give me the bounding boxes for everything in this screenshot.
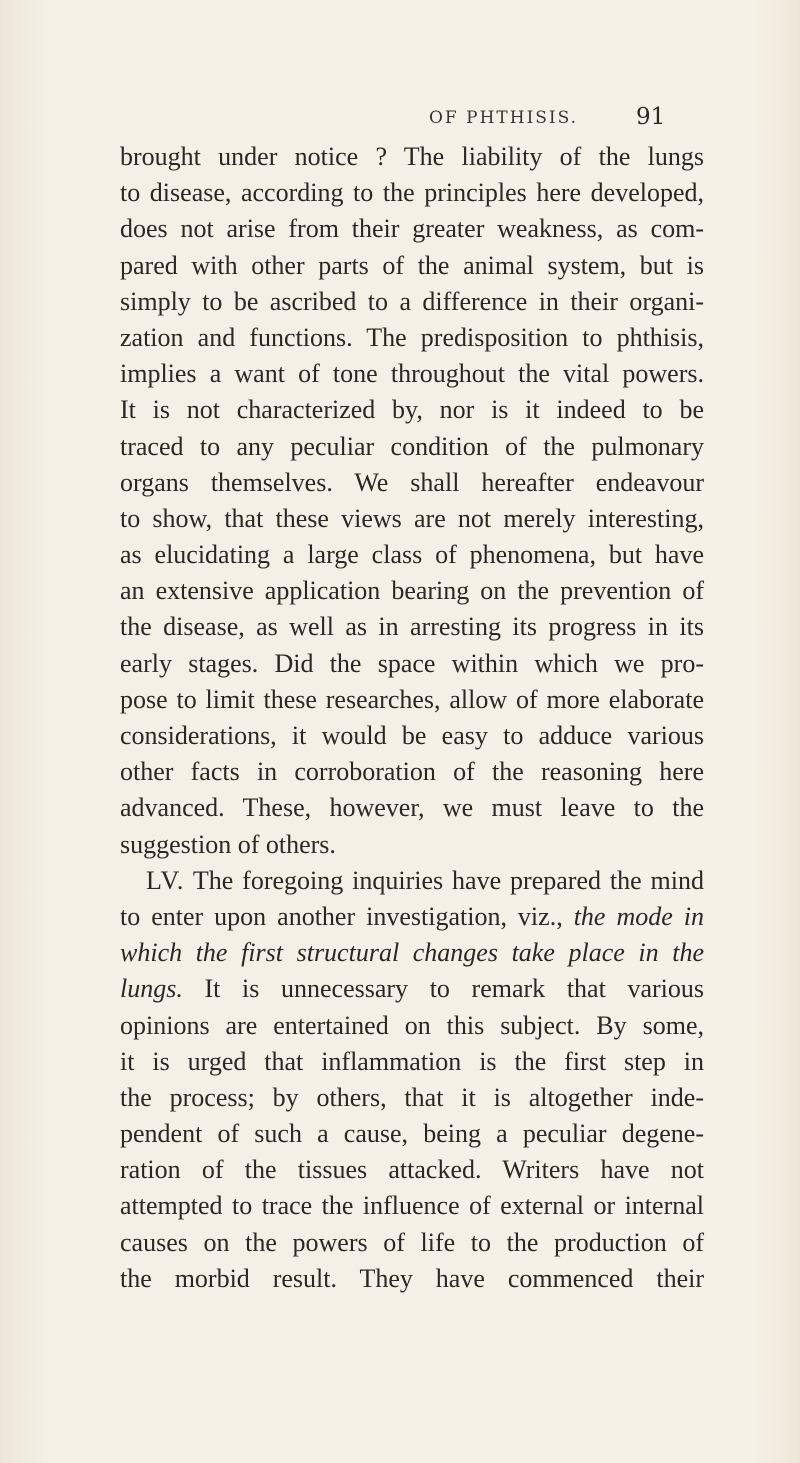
text-line: advanced. These, however, we must leave to the (120, 793, 704, 823)
body-text (120, 139, 704, 1297)
text-segment: The foregoing inquiries have prepared the mind (184, 865, 704, 895)
text-line: suggestion of others. (120, 829, 336, 859)
text-line: it is urged that inflammation is the first step in (120, 1046, 704, 1076)
text-line: does not arise from their greater weakness, as com- (120, 214, 704, 244)
italic-segment: which the first structural changes take place in the (120, 938, 704, 968)
text-line: other facts in corroboration of the reasoning here (120, 757, 704, 787)
text-line: to disease, according to the principles here developed, (120, 178, 704, 208)
text-line: to show, that these views are not merely interesting, (120, 503, 704, 533)
text-line (120, 971, 704, 1007)
text-line: pared with other parts of the animal system, but is (120, 250, 704, 280)
text-segment: to enter upon another investigation, viz., (120, 901, 574, 931)
page-number: 91 (636, 104, 666, 130)
text-line: causes on the powers of life to the production of (120, 1227, 704, 1257)
text-line: an extensive application bearing on the prevention of (120, 576, 704, 606)
text-line: implies a want of tone throughout the vital powers. (120, 359, 704, 389)
text-line (120, 899, 704, 935)
text-line: attempted to trace the influence of external or internal (120, 1191, 704, 1221)
text-line (120, 935, 704, 971)
text-line: It is not characterized by, nor is it indeed to be (120, 395, 704, 425)
text-line: traced to any peculiar condition of the pulmonary (120, 431, 704, 461)
running-head (0, 104, 800, 134)
italic-segment: lungs. (120, 974, 183, 1004)
text-line: brought under notice ? The liability of the lungs (120, 142, 704, 171)
running-title: OF PHTHISIS. (429, 108, 579, 128)
text-line: pose to limit these researches, allow of more elaborate (120, 684, 704, 714)
text-line: pendent of such a cause, being a peculiar degene- (120, 1119, 704, 1149)
section-mark: LV. (146, 865, 185, 895)
text-line: the process; by others, that it is altogether inde- (120, 1082, 704, 1112)
text-line: opinions are entertained on this subject. By some, (120, 1010, 704, 1040)
text-line: early stages. Did the space within which we pro- (120, 648, 704, 678)
text-line: organs themselves. We shall hereafter endeavour (120, 467, 704, 497)
italic-segment: the mode in (573, 901, 704, 931)
text-line: ration of the tissues attacked. Writers have not (120, 1155, 704, 1185)
text-line: as elucidating a large class of phenomena, but have (120, 540, 704, 570)
text-line: the disease, as well as in arresting its progress in its (120, 612, 704, 642)
text-line: zation and functions. The predisposition to phthisis, (120, 322, 704, 352)
text-line: simply to be ascribed to a difference in their organi- (120, 286, 704, 316)
text-segment: It is unnecessary to remark that various (182, 974, 704, 1004)
text-line: considerations, it would be easy to adduce various (120, 721, 704, 750)
text-line: the morbid result. They have commenced their (120, 1263, 704, 1293)
paragraph-start-line (120, 863, 704, 899)
